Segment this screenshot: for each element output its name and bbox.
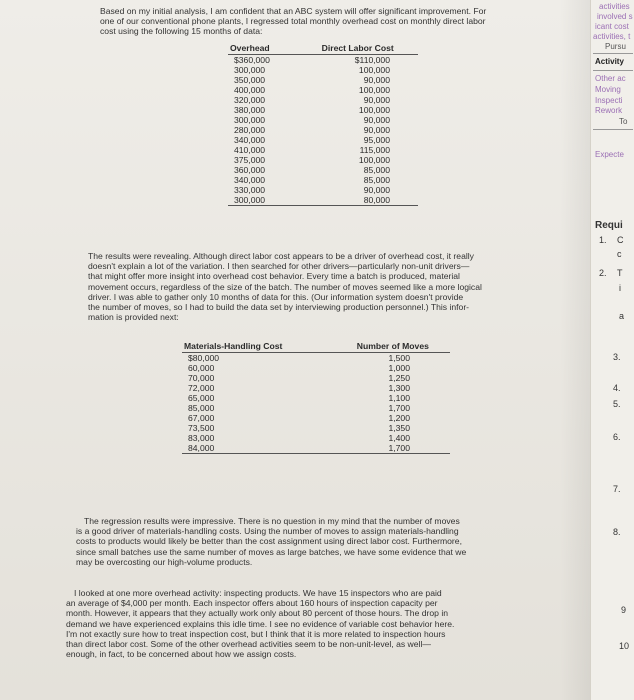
text-line: The regression results were impressive. There is no question in my mind that the number of moves — [84, 516, 460, 526]
table-cell: 1,100 — [388, 393, 410, 403]
table-cell: 83,000 — [188, 433, 215, 443]
table-row — [182, 423, 450, 433]
table-cell: $110,000 — [354, 55, 390, 65]
margin-number: 6. — [613, 432, 621, 442]
table-row — [228, 185, 418, 195]
table-cell: 67,000 — [188, 413, 215, 423]
margin-number: 3. — [613, 352, 621, 362]
table-cell: 320,000 — [234, 95, 266, 105]
margin-number: 7. — [613, 484, 621, 494]
text-line: the number of moves, so I had to build the data set by interviewing production personnel.) This infor- — [88, 302, 470, 313]
table-row — [228, 105, 418, 115]
text-line: mation is provided next: — [88, 312, 179, 323]
table-cell: 300,000 — [234, 115, 266, 125]
table-row — [228, 55, 418, 66]
table-cell: 350,000 — [234, 75, 266, 85]
text-line: doesn't explain a lot of the variation. I then searched for other drivers—particularly non-unit drivers— — [88, 261, 470, 272]
table-cell: 1,200 — [388, 413, 410, 423]
column-header-overhead: Overhead — [228, 42, 297, 55]
margin-text: Inspecti — [595, 96, 623, 105]
column-header-moves: Number of Moves — [336, 340, 450, 353]
table-cell: 100,000 — [358, 155, 390, 165]
table-row — [182, 403, 450, 413]
table-cell: 85,000 — [363, 165, 390, 175]
table-cell: 65,000 — [188, 393, 215, 403]
table-cell: 95,000 — [363, 135, 390, 145]
table-cell: 1,350 — [388, 423, 410, 433]
margin-text: Rework — [595, 106, 623, 115]
margin-text: Expecte — [595, 150, 624, 159]
table-cell: 85,000 — [188, 403, 215, 413]
table-cell: 300,000 — [228, 195, 297, 206]
table-cell: 90,000 — [363, 185, 390, 195]
margin-number: 1. — [599, 235, 607, 245]
margin-text: activities — [599, 2, 630, 11]
margin-text: Other ac — [595, 74, 626, 83]
table-row — [228, 75, 418, 85]
margin-text: Pursu — [605, 42, 626, 51]
table-cell: 300,000 — [234, 65, 266, 75]
table-cell: 1,400 — [388, 433, 410, 443]
table-row — [228, 95, 418, 105]
table-cell: $360,000 — [234, 55, 270, 65]
table-cell: 1,300 — [388, 383, 410, 393]
table-row — [228, 115, 418, 125]
table-row — [228, 65, 418, 75]
margin-text: involved s — [597, 12, 633, 21]
table-cell: 340,000 — [234, 135, 266, 145]
text-line: I'm not exactly sure how to treat inspection cost, but I think that it is more related to inspection hours — [66, 628, 446, 639]
text-line: an average of $4,000 per month. Each inspector offers about 160 hours of inspection capacity per — [66, 598, 438, 609]
margin-text: a — [619, 311, 625, 321]
table-cell: 100,000 — [358, 65, 390, 75]
table-cell: $80,000 — [188, 353, 220, 363]
table-row — [228, 165, 418, 175]
table-cell: 1,700 — [388, 403, 410, 413]
text-line: may be overcosting our high-volume products. — [76, 556, 253, 567]
table-cell: 1,000 — [388, 363, 410, 373]
text-line: is a good driver of materials-handling costs. Using the number of moves to assign materials-handling — [76, 526, 459, 537]
table-cell: 1,250 — [388, 373, 410, 383]
table-cell: 60,000 — [188, 363, 215, 373]
table-row — [182, 373, 450, 383]
margin-number: 4. — [613, 383, 621, 393]
overhead-labor-table — [228, 42, 418, 206]
table-cell: 85,000 — [363, 175, 390, 185]
margin-text: icant cost — [595, 22, 629, 31]
table-cell: 100,000 — [358, 85, 390, 95]
margin-text: i — [619, 283, 621, 293]
column-header-materials-handling: Materials-Handling Cost — [182, 340, 336, 353]
margin-number: 8. — [613, 527, 621, 537]
table-cell: 90,000 — [363, 125, 390, 135]
table-cell: 340,000 — [234, 175, 266, 185]
table-row — [182, 383, 450, 393]
margin-number: 10 — [619, 641, 630, 651]
table-row — [228, 155, 418, 165]
table-row — [182, 443, 450, 454]
margin-text: Moving — [595, 85, 621, 94]
table-row — [182, 353, 450, 364]
margin-text: C — [617, 235, 624, 245]
intro-paragraph — [100, 6, 560, 37]
materials-handling-table — [182, 340, 450, 454]
table-cell: 100,000 — [358, 105, 390, 115]
text-line: that might offer more insight into overhead cost behavior. Every time a batch is produced, material — [88, 271, 460, 282]
table-cell: 330,000 — [234, 185, 266, 195]
table-cell: 375,000 — [234, 155, 266, 165]
text-line: than direct labor cost. Some of the other overhead activities seem to be non-unit-level, as well— — [66, 639, 431, 650]
table-cell: 400,000 — [234, 85, 266, 95]
table-cell: 70,000 — [188, 373, 215, 383]
divider — [593, 129, 633, 130]
results-paragraph — [88, 251, 563, 322]
column-header-direct-labor: Direct Labor Cost — [297, 42, 418, 55]
margin-text: T — [617, 268, 623, 278]
table-cell: 84,000 — [182, 443, 336, 454]
margin-text: c — [617, 249, 622, 259]
text-line: one of our conventional phone plants, I regressed total monthly overhead cost on monthly direct labor — [100, 16, 486, 27]
table-cell: 72,000 — [188, 383, 215, 393]
regression-paragraph — [76, 516, 568, 567]
table-row — [182, 413, 450, 423]
text-line: since small batches use the same number of moves as large batches, we have some evidence that we — [76, 546, 467, 557]
text-line: month. However, it appears that they actually work only about 80 percent of those hours. The drop in — [66, 608, 449, 619]
table-cell: 280,000 — [234, 125, 266, 135]
table-row — [228, 175, 418, 185]
margin-number: 5. — [613, 399, 621, 409]
text-line: I looked at one more overhead activity: inspecting products. We have 15 inspectors who are paid — [74, 588, 442, 598]
text-line: Based on my initial analysis, I am confident that an ABC system will offer significant improvement. For — [100, 6, 487, 16]
page-fold-shadow — [560, 0, 590, 700]
table-cell: 90,000 — [363, 115, 390, 125]
text-line: The results were revealing. Although direct labor cost appears to be a driver of overhead cost, it really — [88, 251, 474, 261]
table-cell: 90,000 — [363, 95, 390, 105]
table-cell: 360,000 — [234, 165, 266, 175]
table-cell: 115,000 — [359, 145, 390, 155]
divider — [593, 70, 633, 71]
table-cell: 80,000 — [297, 195, 418, 206]
text-line: enough, in fact, to be concerned about how we assign costs. — [66, 649, 297, 660]
adjacent-page-margin — [590, 0, 634, 700]
margin-number: 9 — [621, 605, 627, 615]
table-cell: 1,700 — [336, 443, 450, 454]
margin-activity-heading: Activity — [595, 57, 624, 66]
table-row — [228, 145, 418, 155]
text-line: driver. I was able to gather only 10 months of data for this. (Our information system doesn't provide — [88, 291, 464, 302]
table-row — [228, 125, 418, 135]
margin-required-heading: Requi — [595, 220, 623, 231]
inspection-paragraph — [66, 588, 571, 659]
table-cell: 1,500 — [388, 353, 410, 363]
text-line: cost using the following 15 months of data: — [100, 26, 263, 37]
table-cell: 410,000 — [234, 145, 266, 155]
text-line: costs to products would likely be better than the cost assignment using direct labor cost. Furthermore, — [76, 536, 462, 547]
margin-number: 2. — [599, 268, 607, 278]
table-cell: 380,000 — [234, 105, 266, 115]
table-cell: 73,500 — [188, 423, 215, 433]
table-row — [228, 85, 418, 95]
margin-text: activities, t — [593, 32, 631, 41]
table-row — [228, 135, 418, 145]
table-row — [182, 363, 450, 373]
table-cell: 90,000 — [363, 75, 390, 85]
divider — [593, 53, 633, 54]
text-line: demand we have experienced explains this idle time. I see no evidence of variable cost behavior here. — [66, 618, 455, 629]
margin-text: To — [619, 117, 628, 126]
table-row — [182, 433, 450, 443]
table-row — [228, 195, 418, 206]
table-row — [182, 393, 450, 403]
text-line: movement occurs, regardless of the size of the batch. The number of moves seemed like a more logical — [88, 281, 482, 292]
